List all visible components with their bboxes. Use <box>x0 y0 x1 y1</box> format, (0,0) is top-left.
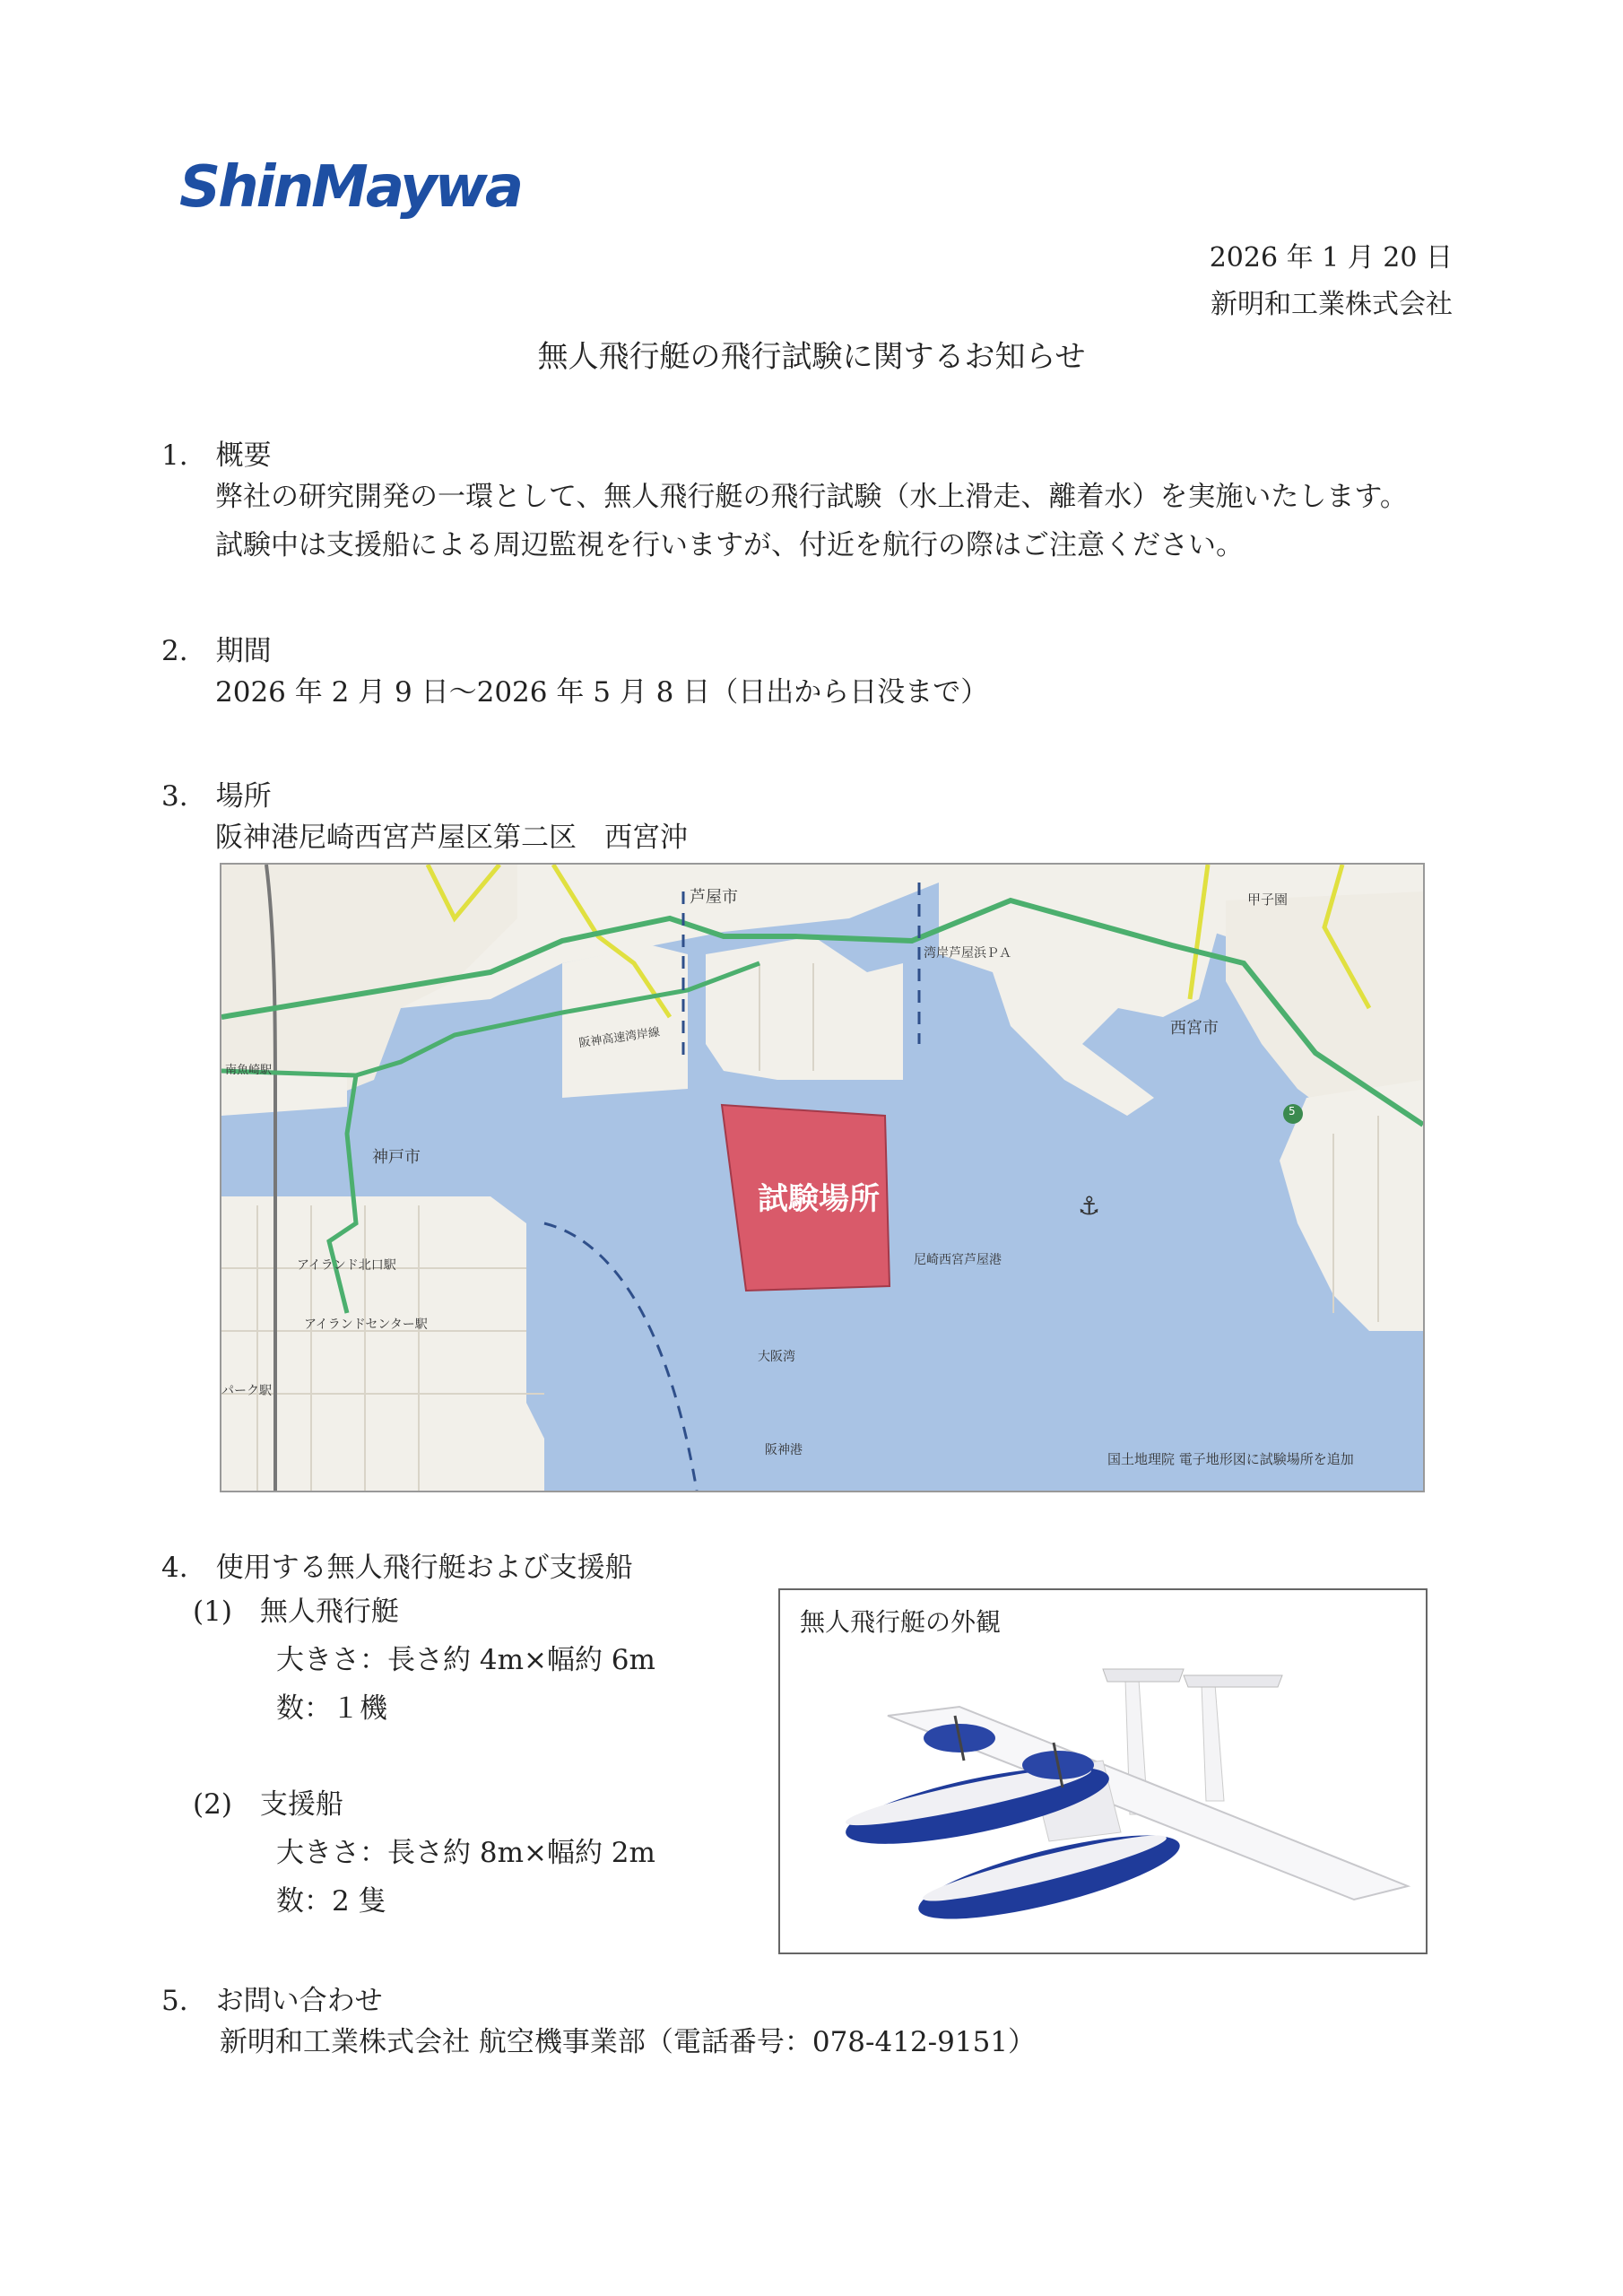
map-label-port: 尼崎西宮芦屋港 <box>914 1253 1002 1267</box>
section4-item2-count: 数：2 隻 <box>276 1885 386 1918</box>
issuer-company: 新明和工業株式会社 <box>1211 289 1453 320</box>
section1-line1: 弊社の研究開発の一環として、無人飛行艇の飛行試験（水上滑走、離着水）を実施いたします。 <box>215 481 1408 513</box>
section5-heading: 5. お問い合わせ <box>161 1985 383 2017</box>
section1-line2: 試験中は支援船による周辺監視を行いますが、付近を航行の際はご注意ください。 <box>215 529 1244 561</box>
rokko-island <box>221 1196 544 1491</box>
section2-line1: 2026 年 2 月 9 日～2026 年 5 月 8 日（日出から日没まで） <box>215 676 989 709</box>
island-ashiya-west <box>562 945 688 1098</box>
test-area-label: 試験場所 <box>758 1181 880 1217</box>
section3-heading: 3. 場所 <box>161 780 272 813</box>
section4-item2-heading: (2) 支援船 <box>193 1788 343 1821</box>
anchor-icon: ⚓ <box>1078 1191 1101 1221</box>
map-credit: 国土地理院 電子地形図に試験場所を追加 <box>1107 1451 1354 1467</box>
section2-heading: 2. 期間 <box>161 635 272 667</box>
company-logo: ShinMaywa <box>179 154 522 221</box>
map-label-minami-uozaki: 南魚崎駅 <box>225 1064 273 1077</box>
map-label-koshien: 甲子園 <box>1247 891 1289 908</box>
section5-line1: 新明和工業株式会社 航空機事業部（電話番号：078-412-9151） <box>220 2026 1037 2058</box>
route-number: 5 <box>1289 1105 1296 1118</box>
section1-heading: 1. 概要 <box>161 439 272 472</box>
document-title: 無人飛行艇の飛行試験に関するお知らせ <box>537 339 1086 375</box>
section3-line1: 阪神港尼崎西宮芦屋区第二区 西宮沖 <box>215 822 688 854</box>
map-label-kobe: 神戸市 <box>372 1148 421 1167</box>
section4-heading: 4. 使用する無人飛行艇および支援船 <box>161 1552 633 1584</box>
aircraft-illustration <box>780 1590 1426 1952</box>
map-label-pa: 湾岸芦屋浜ＰＡ <box>924 946 1011 961</box>
location-map <box>220 863 1425 1492</box>
document-date: 2026 年 1 月 20 日 <box>1209 242 1453 274</box>
aircraft-photo-box <box>778 1588 1428 1954</box>
map-label-island-north: アイランド北口駅 <box>297 1258 396 1273</box>
map-label-nishinomiya: 西宮市 <box>1170 1019 1219 1038</box>
map-label-hanshin-port: 阪神港 <box>765 1443 803 1457</box>
section4-item1-heading: (1) 無人飛行艇 <box>193 1596 399 1628</box>
photo-label: 無人飛行艇の外観 <box>800 1607 1002 1637</box>
section4-item2-size: 大きさ：長さ約 8m×幅約 2m <box>276 1837 655 1869</box>
map-label-park-station: パーク駅 <box>221 1384 272 1398</box>
section4-item1-size: 大きさ：長さ約 4m×幅約 6m <box>276 1644 655 1676</box>
section4-item1-count: 数：１機 <box>276 1692 387 1725</box>
map-label-island-center: アイランドセンター駅 <box>304 1318 428 1332</box>
map-label-ashiya: 芦屋市 <box>690 888 738 907</box>
map-label-expressway: 阪神高速湾岸線 <box>577 1025 661 1051</box>
map-label-osaka-bay: 大阪湾 <box>758 1350 795 1364</box>
